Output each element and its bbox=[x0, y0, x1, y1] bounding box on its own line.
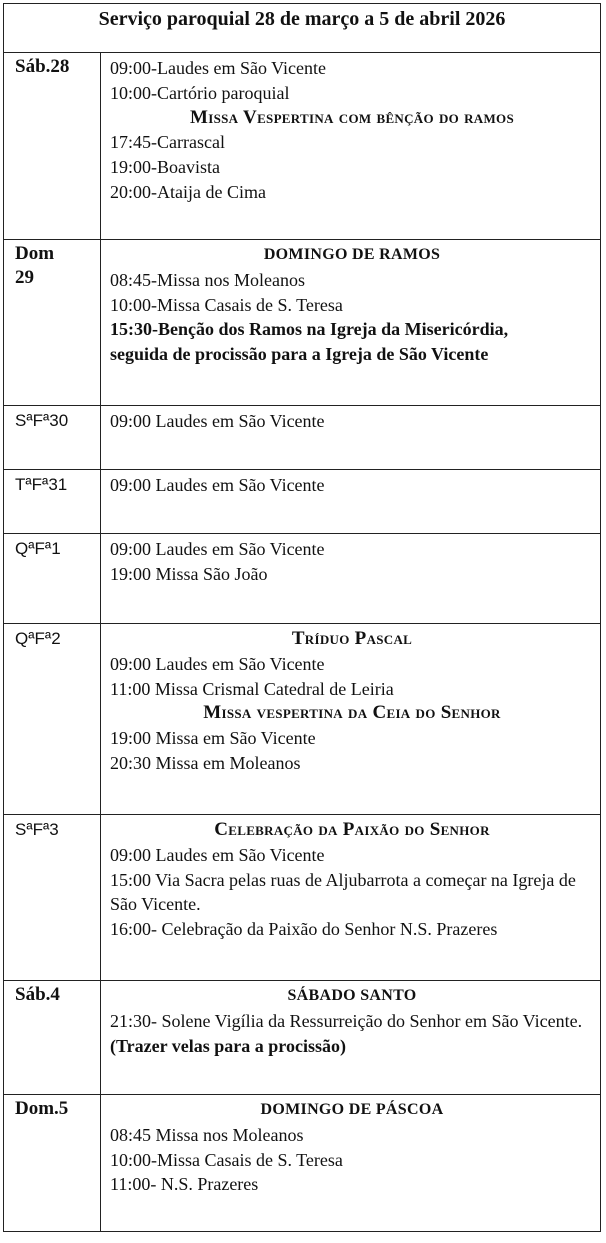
day-label: QªFª1 bbox=[4, 534, 101, 624]
table-row bbox=[4, 406, 601, 470]
service-line bbox=[110, 1009, 594, 1059]
table-row bbox=[4, 534, 601, 624]
service-line: seguida de procissão para a Igreja de São Vicente bbox=[110, 344, 489, 365]
day-services bbox=[101, 406, 601, 470]
section-heading: Tríduo Pascal bbox=[291, 628, 413, 649]
service-line: 11:00 Missa Crismal Catedral de Leiria bbox=[110, 678, 394, 699]
service-line: 19:00 Missa São João bbox=[110, 563, 268, 584]
day-services bbox=[101, 981, 601, 1095]
service-line: 19:00-Boavista bbox=[110, 157, 220, 178]
section-heading: DOMINGO DE PÁSCOA bbox=[260, 1101, 444, 1118]
section-heading: SÁBADO SANTO bbox=[287, 987, 417, 1004]
day-services bbox=[101, 624, 601, 815]
service-line: 15:00 Via Sacra pelas ruas de Aljubarrota a começar na Igreja de São Vicente. bbox=[110, 869, 576, 915]
service-line: 20:00-Ataija de Cima bbox=[110, 181, 266, 202]
service-line: 09:00 Laudes em São Vicente bbox=[110, 475, 325, 495]
schedule-table bbox=[3, 3, 601, 1232]
day-label: SªFª30 bbox=[4, 406, 101, 470]
table-row bbox=[4, 624, 601, 815]
service-line: 17:45-Carrascal bbox=[110, 132, 225, 153]
service-line: 10:00-Cartório paroquial bbox=[110, 82, 290, 103]
table-row bbox=[4, 1095, 601, 1232]
day-services bbox=[101, 240, 601, 406]
day-label: Dom 29 bbox=[4, 240, 101, 406]
day-services bbox=[101, 470, 601, 534]
service-line: 08:45-Missa nos Moleanos bbox=[110, 269, 305, 290]
table-row bbox=[4, 470, 601, 534]
section-heading: Missa Vespertina com bênção do ramos bbox=[190, 106, 514, 128]
section-heading: DOMINGO DE RAMOS bbox=[263, 246, 441, 263]
table-row bbox=[4, 981, 601, 1095]
table-row bbox=[4, 53, 601, 240]
day-label: SªFª3 bbox=[4, 815, 101, 981]
day-label: Sáb.28 bbox=[4, 53, 101, 240]
service-line: 08:45 Missa nos Moleanos bbox=[110, 1124, 304, 1145]
section-heading: Missa vespertina da Ceia do Senhor bbox=[203, 702, 501, 724]
service-line: 09:00-Laudes em São Vicente bbox=[110, 58, 327, 78]
day-label: Dom.5 bbox=[4, 1095, 101, 1232]
service-line: 19:00 Missa em São Vicente bbox=[110, 728, 316, 749]
service-line: 09:00 Laudes em São Vicente bbox=[110, 539, 325, 559]
service-line: 10:00-Missa Casais de S. Teresa bbox=[110, 1149, 343, 1170]
day-services bbox=[101, 815, 601, 981]
day-services bbox=[101, 534, 601, 624]
service-line: 09:00 Laudes em São Vicente bbox=[110, 411, 325, 431]
day-services bbox=[101, 1095, 601, 1232]
day-label: Sáb.4 bbox=[4, 981, 101, 1095]
table-row bbox=[4, 240, 601, 406]
service-line: 09:00 Laudes em São Vicente bbox=[110, 653, 325, 674]
section-heading: Celebração da Paixão do Senhor bbox=[214, 819, 490, 840]
day-services bbox=[101, 53, 601, 240]
service-note: (Trazer velas para a procissão) bbox=[110, 1035, 346, 1056]
service-line: 11:00- N.S. Prazeres bbox=[110, 1174, 259, 1195]
service-line: 10:00-Missa Casais de S. Teresa bbox=[110, 294, 343, 315]
service-line: 15:30-Benção dos Ramos na Igreja da Misericórdia, bbox=[110, 319, 509, 340]
service-line: 20:30 Missa em Moleanos bbox=[110, 752, 301, 773]
schedule-title: Serviço paroquial 28 de março a 5 de abril 2026 bbox=[4, 4, 601, 53]
service-line: 09:00 Laudes em São Vicente bbox=[110, 844, 325, 865]
table-row bbox=[4, 815, 601, 981]
title-row bbox=[4, 4, 601, 53]
day-label: TªFª31 bbox=[4, 470, 101, 534]
day-label: QªFª2 bbox=[4, 624, 101, 815]
service-text: 21:30- Solene Vigília da Ressurreição do Senhor em São Vicente. bbox=[110, 1010, 583, 1031]
service-line: 16:00- Celebração da Paixão do Senhor N.S. Prazeres bbox=[110, 919, 498, 940]
